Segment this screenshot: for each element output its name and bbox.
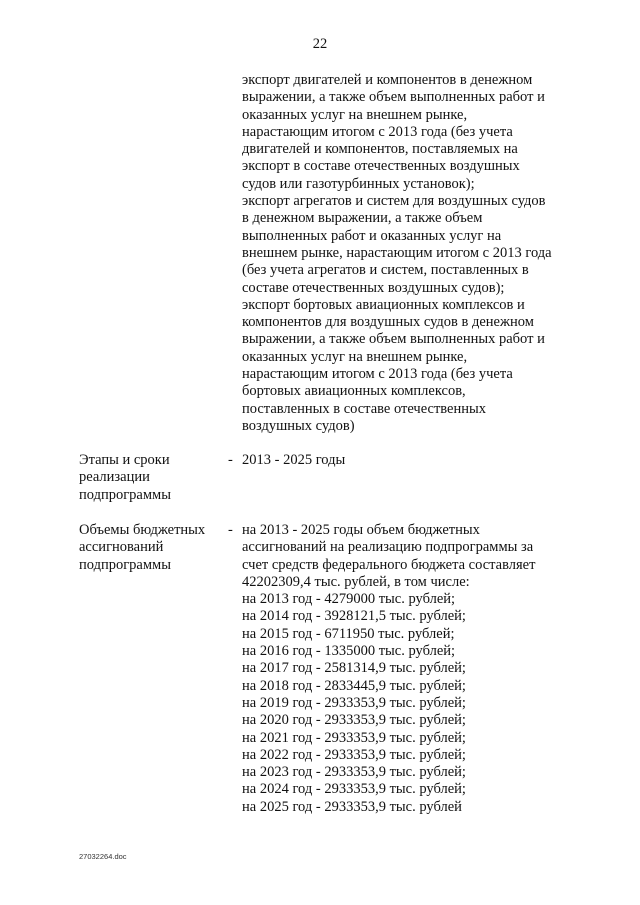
text-line: поставленных в составе отечественных [242,400,486,417]
text-line: внешнем рынке, нарастающим итогом с 2013 года [242,244,552,261]
value-line: на 2016 год - 1335000 тыс. рублей; [242,643,456,660]
label-line: Этапы и сроки [79,452,170,468]
value-line: на 2015 год - 6711950 тыс. рублей; [242,625,455,642]
value-line: на 2021 год - 2933353,9 тыс. рублей; [242,729,466,746]
budget-label [79,522,205,574]
value-line: на 2013 год - 4279000 тыс. рублей; [242,591,456,608]
value-line: на 2024 год - 2933353,9 тыс. рублей; [242,781,466,798]
stages-label [79,452,171,504]
text-line: судов или газотурбинных установок); [242,175,475,192]
value-line: на 2022 год - 2933353,9 тыс. рублей; [242,746,466,763]
value-line: на 2017 год - 2581314,9 тыс. рублей; [242,660,466,677]
label-line: подпрограммы [79,486,171,503]
text-line: экспорт в составе отечественных воздушных [242,158,520,175]
text-line: нарастающим итогом с 2013 года (без учета [242,366,513,383]
text-line: компонентов для воздушных судов в денежном [242,314,534,331]
label-line: подпрограммы [79,556,171,573]
value-line: на 2019 год - 2933353,9 тыс. рублей; [242,694,466,711]
page-number: 22 [312,36,328,52]
text-line: воздушных судов) [242,417,355,434]
text-line: двигателей и компонентов, поставляемых на [242,141,518,158]
text-line: экспорт бортовых авиационных комплексов и [242,296,525,313]
text-line: экспорт агрегатов и систем для воздушных судов [242,193,546,210]
text-line: выражении, а также объем выполненных работ и [242,89,545,106]
value-line: на 2018 год - 2833445,9 тыс. рублей; [242,677,466,694]
intro-text [242,72,552,435]
value-line: на 2013 - 2025 годы объем бюджетных [242,522,480,538]
text-line: экспорт двигателей и компонентов в денежном [242,72,533,88]
text-line: составе отечественных воздушных судов); [242,279,505,296]
value-line: счет средств федерального бюджета составляет [242,556,536,573]
value-line: ассигнований на реализацию подпрограммы за [242,539,534,556]
stages-value [242,452,345,469]
text-line: выполненных работ и оказанных услуг на [242,227,502,244]
text-line: нарастающим итогом с 2013 года (без учета [242,123,513,140]
value-line: на 2020 год - 2933353,9 тыс. рублей; [242,712,466,729]
stages-dash: - [228,452,233,468]
text-line: выражении, а также объем выполненных работ и [242,331,545,348]
text-line: в денежном выражении, а также объем [242,210,483,227]
value-line: 42202309,4 тыс. рублей, в том числе: [242,573,470,590]
value-line: на 2025 год - 2933353,9 тыс. рублей [242,798,462,815]
value-line: на 2014 год - 3928121,5 тыс. рублей; [242,608,466,625]
value-line: 2013 - 2025 годы [242,452,346,468]
text-line: бортовых авиационных комплексов, [242,383,466,400]
value-line: на 2023 год - 2933353,9 тыс. рублей; [242,764,466,781]
label-line: Объемы бюджетных [79,522,206,538]
text-line: оказанных услуг на внешнем рынке, [242,348,468,365]
label-line: ассигнований [79,539,164,556]
budget-value [242,522,535,816]
footer-filename: 27032264.doc [79,852,127,861]
budget-dash: - [228,522,233,538]
text-line: оказанных услуг на внешнем рынке, [242,106,468,123]
text-line: (без учета агрегатов и систем, поставленных в [242,262,529,279]
label-line: реализации [79,469,150,486]
